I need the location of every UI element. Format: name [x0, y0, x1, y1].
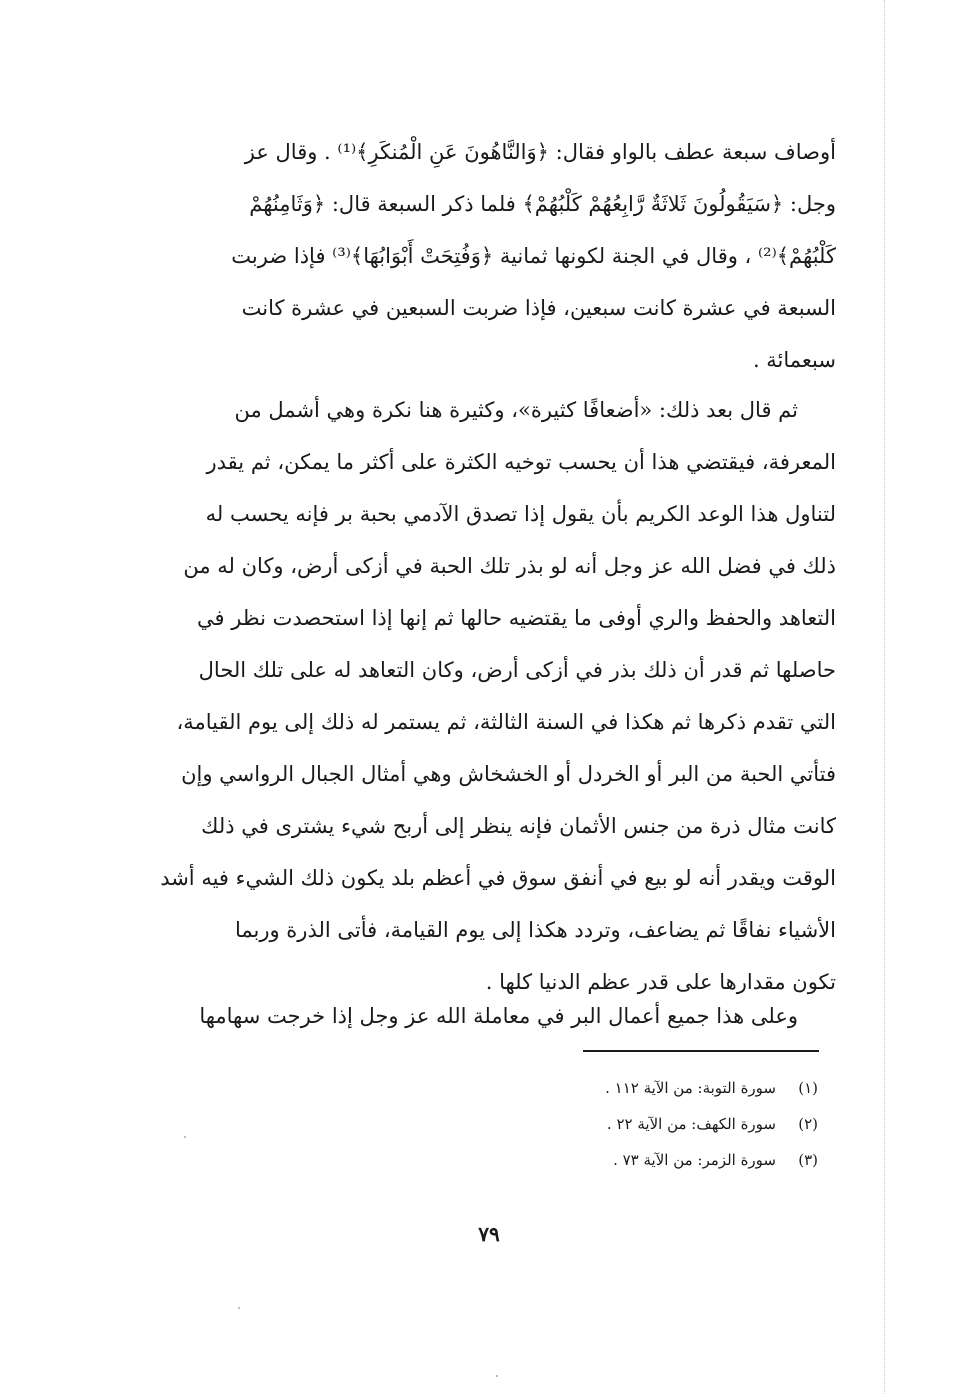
- text-line: ثم قال بعد ذلك: «أضعافًا كثيرة»، وكثيرة هنا نكرة وهي أشمل من: [234, 398, 798, 422]
- text-line: الأشياء نفاقًا ثم يضاعف، وتردد هكذا إلى يوم القيامة، فأتى الذرة وربما: [234, 918, 836, 942]
- text-line: تكون مقدارها على قدر عظم الدنيا كلها .: [485, 970, 836, 994]
- footnote-separator: [583, 1050, 819, 1052]
- text-line: التي تقدم ذكرها ثم هكذا في السنة الثالثة، ثم يستمر له ذلك إلى يوم القيامة،: [176, 710, 836, 734]
- footnote-number: (٣): [798, 1151, 818, 1169]
- footnote-number: (١): [798, 1079, 818, 1097]
- footnote-1: [605, 1070, 818, 1106]
- text-line: حاصلها ثم قدر أن ذلك بذر في أزكى أرض، وكان التعاهد له على تلك الحال: [198, 658, 836, 682]
- text-line: فتأتي الحبة من البر أو الخردل أو الخشخاش وهي أمثال الجبال الرواسي وإن: [181, 762, 836, 786]
- scan-speck: [238, 1307, 240, 1309]
- footnotes: [605, 1070, 818, 1178]
- paragraph-3: [118, 990, 836, 1042]
- text-line: المعرفة، فيقتضي هذا أن يحسب توخيه الكثرة على أكثر ما يمكن، ثم يقدر: [206, 450, 836, 474]
- text-line: لتناول هذا الوعد الكريم بأن يقول إذا تصدق الآدمي بحبة بر فإنه يحسب له: [205, 502, 836, 526]
- scan-speck: [496, 1375, 498, 1377]
- footnote-3: [605, 1142, 818, 1178]
- scan-speck: [184, 1136, 186, 1138]
- footnote-text: سورة التوبة: من الآية ١١٢ .: [605, 1079, 776, 1097]
- text-line: الوقت ويقدر أنه لو بيع في أنفق سوق في أعظم بلد يكون ذلك الشيء فيه أشد: [160, 866, 836, 890]
- text-line: ذلك في فضل الله عز وجل أنه لو بذر تلك الحبة في أزكى أرض، وكان له من: [183, 554, 836, 578]
- text-line: وجل: ﴿سَيَقُولُونَ ثَلاثَةٌ رَّابِعُهُمْ كَلْبُهُمْ﴾ فلما ذكر السبعة قال: ﴿وَثَامِنُهُمْ: [249, 192, 836, 216]
- text-line: سبعمائة .: [752, 348, 836, 372]
- page-number: ٧٩: [478, 1222, 500, 1246]
- text-line: السبعة في عشرة كانت سبعين، فإذا ضربت السبعين في عشرة كانت: [241, 296, 836, 320]
- footnote-2: [605, 1106, 818, 1142]
- paragraph-1: [118, 126, 836, 386]
- text-line: كَلْبُهُمْ﴾⁽²⁾ ، وقال في الجنة لكونها ثمانية ﴿وَفُتِحَتْ أَبْوَابُهَا﴾⁽³⁾ فإذا ضربت: [231, 244, 836, 268]
- footnote-text: سورة الكهف: من الآية ٢٢ .: [606, 1115, 776, 1133]
- text-line: التعاهد والحفظ والري أوفى ما يقتضيه حالها ثم إنها إذا استحصدت نظر في: [197, 606, 836, 630]
- text-line: كانت مثال ذرة من جنس الأثمان فإنه ينظر إلى أربح شيء يشترى في ذلك: [201, 814, 836, 838]
- page-edge-line: [884, 0, 885, 1394]
- footnote-text: سورة الزمر: من الآية ٧٣ .: [613, 1151, 776, 1169]
- text-line: أوصاف سبعة عطف بالواو فقال: ﴿وَالنَّاهُونَ عَنِ الْمُنكَرِ﴾⁽¹⁾ . وقال عز: [244, 140, 836, 164]
- text-line: وعلى هذا جميع أعمال البر في معاملة الله عز وجل إذا خرجت سهامها: [199, 1004, 798, 1028]
- footnote-number: (٢): [798, 1115, 818, 1133]
- paragraph-2: [118, 384, 836, 1008]
